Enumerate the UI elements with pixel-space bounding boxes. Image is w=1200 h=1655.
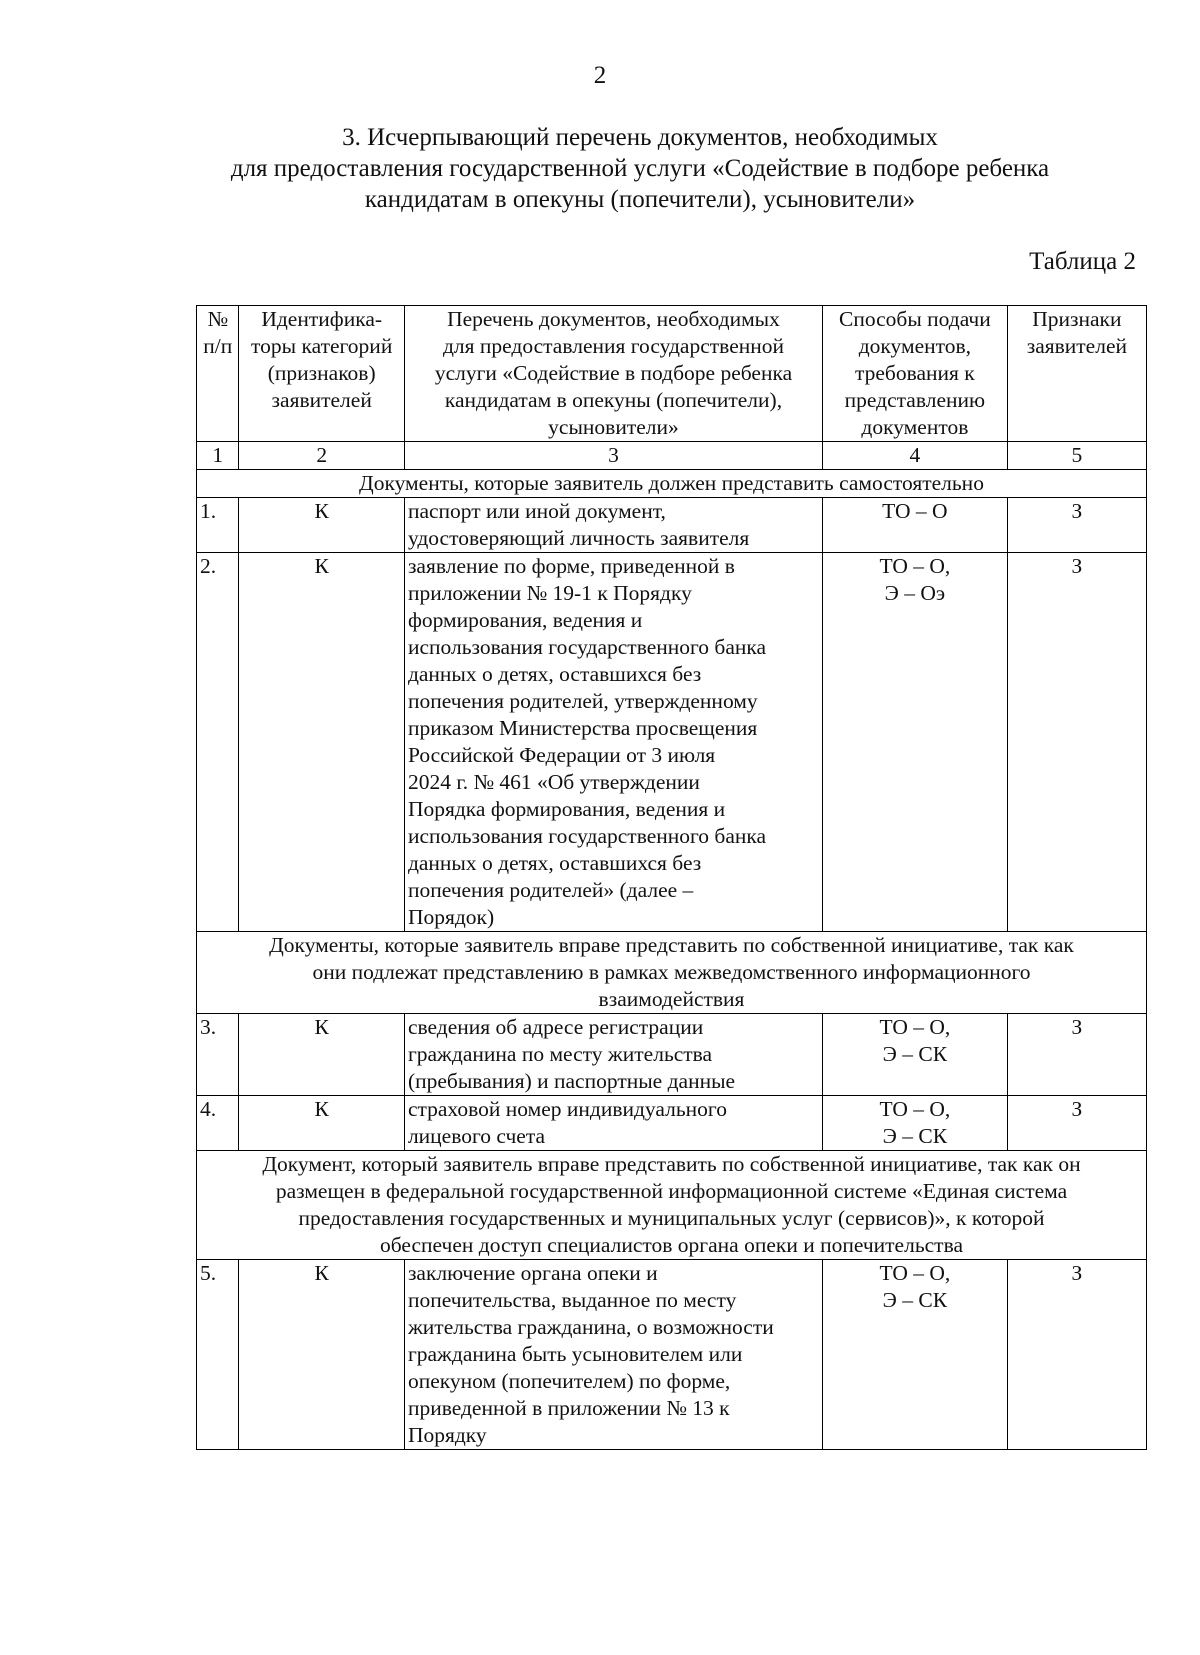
row-submission — [823, 1014, 1008, 1096]
row-number: 1. — [197, 498, 239, 553]
row-document-line: заявление по форме, приведенной в — [407, 554, 735, 578]
row-submission — [823, 553, 1008, 932]
header-number-line: № — [207, 307, 228, 331]
row-submission — [823, 498, 1008, 553]
section-title-line: обеспечен доступ специалистов органа опеки и попечительства — [380, 1233, 963, 1257]
row-document-line: жительства гражданина, о возможности — [407, 1315, 774, 1339]
row-submission-line: ТО – О — [882, 499, 948, 523]
column-number: 1 — [197, 442, 239, 470]
row-number: 4. — [197, 1096, 239, 1151]
row-document-line: паспорт или иной документ, — [407, 499, 666, 523]
section-title-line: они подлежат представлению в рамках межведомственного информационного — [312, 960, 1031, 984]
table-row — [197, 498, 1147, 553]
header-submission-line: Способы подачи — [838, 307, 991, 331]
column-number: 5 — [1007, 442, 1146, 470]
heading-line: кандидатам в опекуны (попечители), усыновители» — [364, 186, 916, 213]
row-number: 2. — [197, 553, 239, 932]
header-signs-line: заявителей — [1026, 334, 1128, 358]
row-document — [404, 1096, 822, 1151]
section-title-row — [197, 1151, 1147, 1260]
row-document — [404, 1014, 822, 1096]
row-document-line: попечения родителей, утвержденному — [407, 689, 758, 713]
row-document-line: удостоверяющий личность заявителя — [407, 526, 750, 550]
row-submission-line: Э – Оэ — [884, 581, 946, 605]
row-submission-line: Э – СК — [882, 1124, 948, 1148]
header-category-line: (признаков) — [267, 361, 376, 385]
row-document-line: попечения родителей» (далее – — [407, 878, 694, 902]
documents-table — [196, 305, 1147, 1450]
row-submission-line: Э – СК — [882, 1042, 948, 1066]
column-number-row — [197, 442, 1147, 470]
header-documents — [404, 306, 822, 442]
row-sign: З — [1007, 1014, 1146, 1096]
row-document-line: заключение органа опеки и — [407, 1261, 658, 1285]
table-caption: Таблица 2 — [1029, 248, 1136, 275]
header-documents-line: усыновители» — [548, 415, 679, 439]
column-number: 4 — [823, 442, 1008, 470]
row-document-line: Порядок) — [407, 905, 495, 929]
header-submission-line: требования к — [854, 361, 975, 385]
row-document-line: Порядку — [407, 1423, 487, 1447]
header-submission-line: документов, — [858, 334, 972, 358]
row-submission-line: ТО – О, — [879, 1015, 951, 1039]
section-heading — [190, 122, 1090, 215]
section-title-line: Документ, который заявитель вправе представить по собственной инициативе, так как он — [262, 1152, 1081, 1176]
row-sign: З — [1007, 498, 1146, 553]
column-number: 3 — [404, 442, 822, 470]
header-submission — [823, 306, 1008, 442]
section-title — [197, 932, 1147, 1014]
row-sign: З — [1007, 1096, 1146, 1151]
row-submission-line: ТО – О, — [879, 554, 951, 578]
row-submission — [823, 1096, 1008, 1151]
row-document-line: Российской Федерации от 3 июля — [407, 743, 716, 767]
row-number: 3. — [197, 1014, 239, 1096]
row-number: 5. — [197, 1260, 239, 1450]
row-document-line: попечительства, выданное по месту — [407, 1288, 737, 1312]
header-submission-line: представлению — [844, 388, 986, 412]
section-title-row — [197, 470, 1147, 498]
column-number: 2 — [239, 442, 405, 470]
header-signs — [1007, 306, 1146, 442]
row-submission-line: ТО – О, — [879, 1097, 951, 1121]
header-category — [239, 306, 405, 442]
row-document — [404, 553, 822, 932]
section-title-line: взаимодействия — [598, 987, 745, 1011]
header-documents-line: Перечень документов, необходимых — [447, 307, 780, 331]
header-signs-line: Признаки — [1032, 307, 1122, 331]
row-document-line: лицевого счета — [407, 1124, 546, 1148]
row-category: К — [239, 553, 405, 932]
section-title — [197, 470, 1147, 498]
header-submission-line: документов — [861, 415, 969, 439]
section-title-row — [197, 932, 1147, 1014]
row-document-line: опекуном (попечителем) по форме, — [407, 1369, 731, 1393]
row-document-line: приведенной в приложении № 13 к — [407, 1396, 730, 1420]
table-row — [197, 1260, 1147, 1450]
section-title-line: размещен в федеральной государственной информационной системе «Единая система — [275, 1179, 1068, 1203]
header-documents-line: для предоставления государственной — [442, 334, 784, 358]
section-title-line: предоставления государственных и муниципальных услуг (сервисов)», к которой — [298, 1206, 1045, 1230]
header-category-line: торы категорий — [251, 334, 393, 358]
row-category: К — [239, 1014, 405, 1096]
row-document-line: гражданина по месту жительства — [407, 1042, 713, 1066]
row-document-line: приказом Министерства просвещения — [407, 716, 758, 740]
row-document-line: (пребывания) и паспортные данные — [407, 1069, 736, 1093]
header-category-line: Идентифика- — [261, 307, 383, 331]
row-category: К — [239, 1260, 405, 1450]
row-document — [404, 498, 822, 553]
page-number: 2 — [593, 62, 607, 89]
row-document-line: использования государственного банка — [407, 635, 767, 659]
row-category: К — [239, 498, 405, 553]
header-number — [197, 306, 239, 442]
row-document — [404, 1260, 822, 1450]
row-document-line: использования государственного банка — [407, 824, 767, 848]
header-documents-line: кандидатам в опекуны (попечители), — [444, 388, 783, 412]
section-title-line: Документы, которые заявитель вправе представить по собственной инициативе, так как — [269, 933, 1074, 957]
row-submission-line: Э – СК — [882, 1288, 948, 1312]
row-sign: З — [1007, 1260, 1146, 1450]
row-document-line: сведения об адресе регистрации — [407, 1015, 704, 1039]
row-sign: З — [1007, 553, 1146, 932]
section-title — [197, 1151, 1147, 1260]
heading-line: для предоставления государственной услуги «Содействие в подборе ребенка — [230, 155, 1050, 182]
header-documents-line: услуги «Содействие в подборе ребенка — [434, 361, 793, 385]
row-submission-line: ТО – О, — [879, 1261, 951, 1285]
header-category-line: заявителей — [271, 388, 372, 412]
row-document-line: 2024 г. № 461 «Об утверждении — [407, 770, 700, 794]
table-row — [197, 1014, 1147, 1096]
table-row — [197, 553, 1147, 932]
row-category: К — [239, 1096, 405, 1151]
row-submission — [823, 1260, 1008, 1450]
row-document-line: гражданина быть усыновителем или — [407, 1342, 743, 1366]
row-document-line: данных о детях, оставшихся без — [407, 662, 702, 686]
table-header-row — [197, 306, 1147, 442]
row-document-line: данных о детях, оставшихся без — [407, 851, 702, 875]
row-document-line: страховой номер индивидуального — [407, 1097, 727, 1121]
section-title-line: Документы, которые заявитель должен представить самостоятельно — [359, 471, 984, 495]
row-document-line: Порядка формирования, ведения и — [407, 797, 726, 821]
heading-line: 3. Исчерпывающий перечень документов, необходимых — [342, 124, 938, 151]
header-number-line: п/п — [203, 334, 233, 358]
row-document-line: формирования, ведения и — [407, 608, 643, 632]
table-row — [197, 1096, 1147, 1151]
row-document-line: приложении № 19-1 к Порядку — [407, 581, 692, 605]
